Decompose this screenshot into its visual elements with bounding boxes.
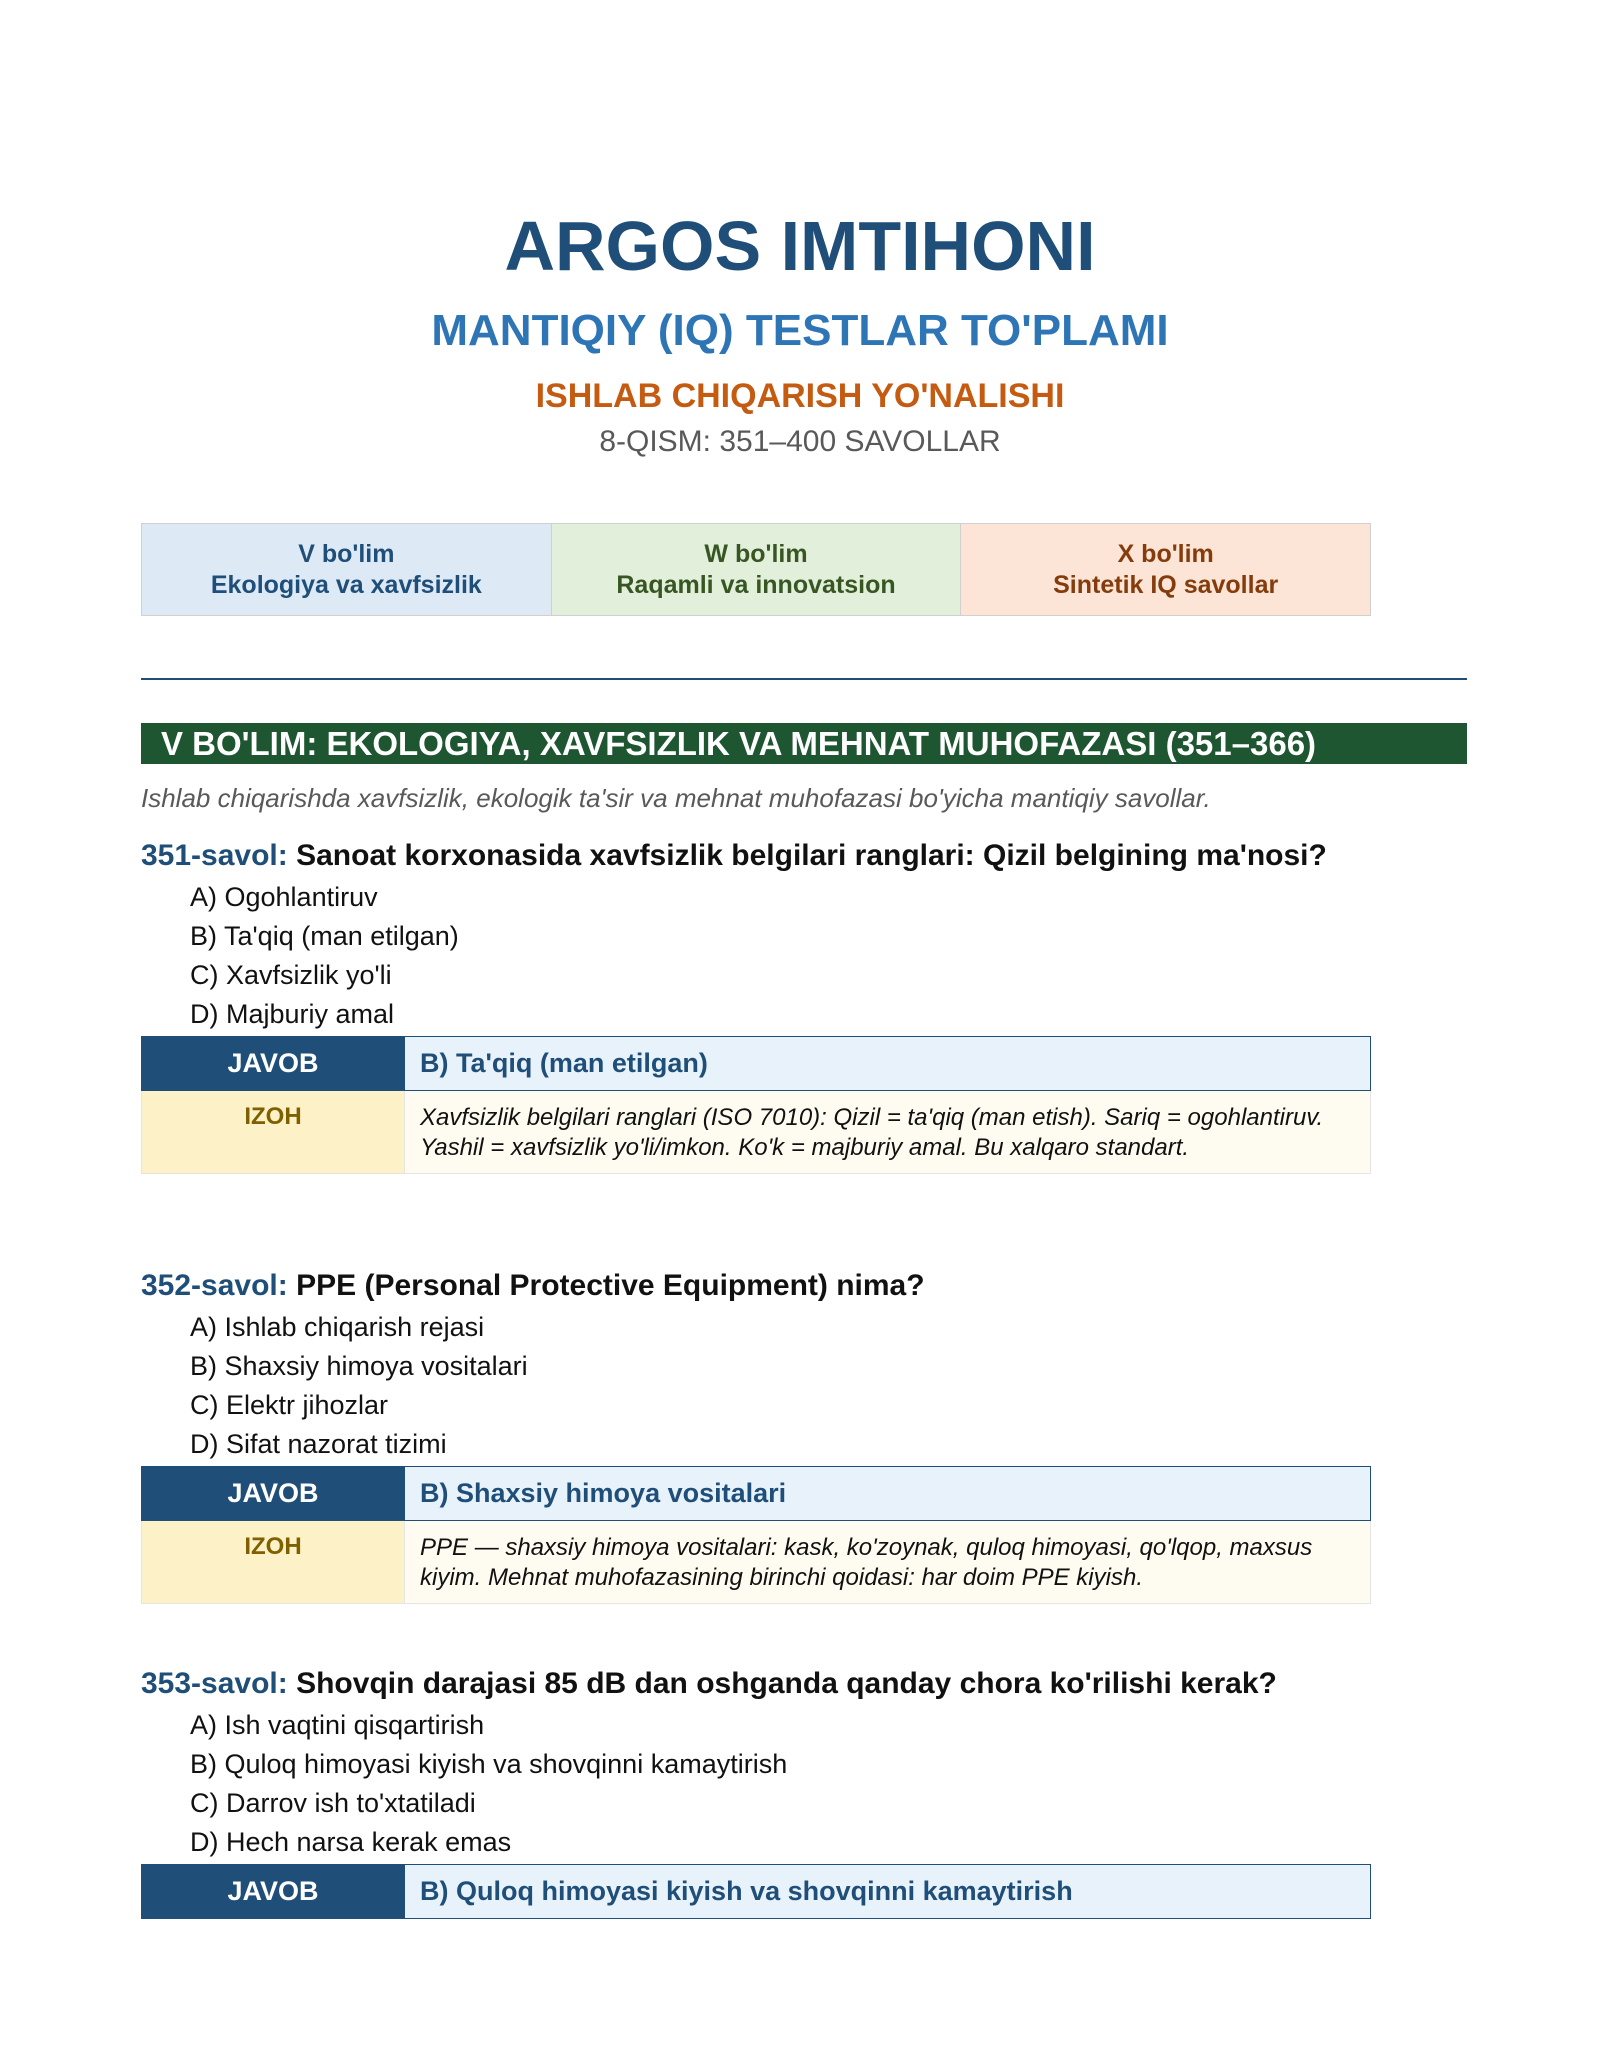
section-cell-x bbox=[961, 523, 1371, 616]
explanation-label: IZOH bbox=[141, 1521, 405, 1604]
option-item: C) Elektr jihozlar bbox=[190, 1390, 389, 1420]
question-number: 353-savol: bbox=[141, 1667, 288, 1700]
question-text: Shovqin darajasi 85 dB dan oshganda qanday chora ko'rilishi kerak? bbox=[296, 1667, 1277, 1700]
question-text: Sanoat korxonasida xavfsizlik belgilari ranglari: Qizil belgining ma'nosi? bbox=[296, 839, 1327, 872]
section-desc: Ekologiya va xavfsizlik bbox=[210, 570, 482, 599]
part-heading: 8-QISM: 351–400 SAVOLLAR bbox=[599, 425, 1001, 458]
answer-row bbox=[141, 1864, 1371, 1919]
question-text: PPE (Personal Protective Equipment) nima? bbox=[296, 1269, 925, 1302]
explanation-row bbox=[141, 1091, 1371, 1174]
option-item: D) Sifat nazorat tizimi bbox=[190, 1429, 447, 1459]
page-subtitle: MANTIQIY (IQ) TESTLAR TO'PLAMI bbox=[431, 306, 1169, 355]
answer-value: B) Quloq himoyasi kiyish va shovqinni kamaytirish bbox=[405, 1864, 1371, 1919]
section-desc: Sintetik IQ savollar bbox=[1053, 570, 1279, 599]
section-desc: Raqamli va innovatsion bbox=[616, 570, 896, 599]
question-block bbox=[141, 1267, 1467, 1604]
section-name: V bo'lim bbox=[298, 539, 395, 568]
answer-value: B) Shaxsiy himoya vositalari bbox=[405, 1466, 1371, 1521]
answer-value: B) Ta'qiq (man etilgan) bbox=[405, 1036, 1371, 1091]
section-cell-v bbox=[141, 523, 552, 616]
section-intro: Ishlab chiqarishda xavfsizlik, ekologik ta'sir va mehnat muhofazasi bo'yicha mantiqiy savollar. bbox=[141, 783, 1211, 813]
answer-row bbox=[141, 1466, 1371, 1521]
question-number: 352-savol: bbox=[141, 1269, 288, 1302]
section-name: W bo'lim bbox=[704, 539, 808, 568]
section-banner: V BO'LIM: EKOLOGIYA, XAVFSIZLIK VA MEHNAT MUHOFAZASI (351–366) bbox=[141, 723, 1467, 764]
question-line bbox=[141, 837, 1467, 875]
explanation-row bbox=[141, 1521, 1371, 1604]
answer-row bbox=[141, 1036, 1371, 1091]
question-number: 351-savol: bbox=[141, 839, 288, 872]
question-block bbox=[141, 837, 1467, 1174]
question-line bbox=[141, 1267, 1467, 1305]
answer-label: JAVOB bbox=[141, 1864, 405, 1919]
explanation-label: IZOH bbox=[141, 1091, 405, 1174]
option-item: A) Ish vaqtini qisqartirish bbox=[190, 1710, 485, 1740]
option-item: B) Shaxsiy himoya vositalari bbox=[190, 1351, 528, 1381]
explanation-text: PPE — shaxsiy himoya vositalari: kask, ko'zoynak, quloq himoyasi, qo'lqop, maxsus kiyim. Mehnat muhofazasining birinchi qoidasi: har doim PPE kiyish. bbox=[405, 1521, 1371, 1604]
option-item: C) Darrov ish to'xtatiladi bbox=[190, 1788, 476, 1818]
direction-heading: ISHLAB CHIQARISH YO'NALISHI bbox=[535, 377, 1065, 415]
horizontal-divider bbox=[141, 678, 1467, 680]
option-item: C) Xavfsizlik yo'li bbox=[190, 960, 392, 990]
options-list bbox=[190, 1706, 1467, 1862]
option-item: B) Quloq himoyasi kiyish va shovqinni kamaytirish bbox=[190, 1749, 788, 1779]
section-name: X bo'lim bbox=[1117, 539, 1214, 568]
option-item: D) Hech narsa kerak emas bbox=[190, 1827, 512, 1857]
page-title: ARGOS IMTIHONI bbox=[504, 207, 1096, 285]
answer-label: JAVOB bbox=[141, 1466, 405, 1521]
option-item: A) Ishlab chiqarish rejasi bbox=[190, 1312, 485, 1342]
question-block bbox=[141, 1665, 1467, 1919]
explanation-text: Xavfsizlik belgilari ranglari (ISO 7010): Qizil = ta'qiq (man etish). Sariq = ogohlantiruv. Yashil = xavfsizlik yo'li/imkon. Ko'k = majburiy amal. Bu xalqaro standart. bbox=[405, 1091, 1371, 1174]
answer-label: JAVOB bbox=[141, 1036, 405, 1091]
sections-table bbox=[141, 523, 1371, 616]
section-cell-w bbox=[552, 523, 962, 616]
option-item: A) Ogohlantiruv bbox=[190, 882, 378, 912]
question-line bbox=[141, 1665, 1467, 1703]
options-list bbox=[190, 1308, 1467, 1464]
option-item: B) Ta'qiq (man etilgan) bbox=[190, 921, 459, 951]
option-item: D) Majburiy amal bbox=[190, 999, 395, 1029]
options-list bbox=[190, 878, 1467, 1034]
